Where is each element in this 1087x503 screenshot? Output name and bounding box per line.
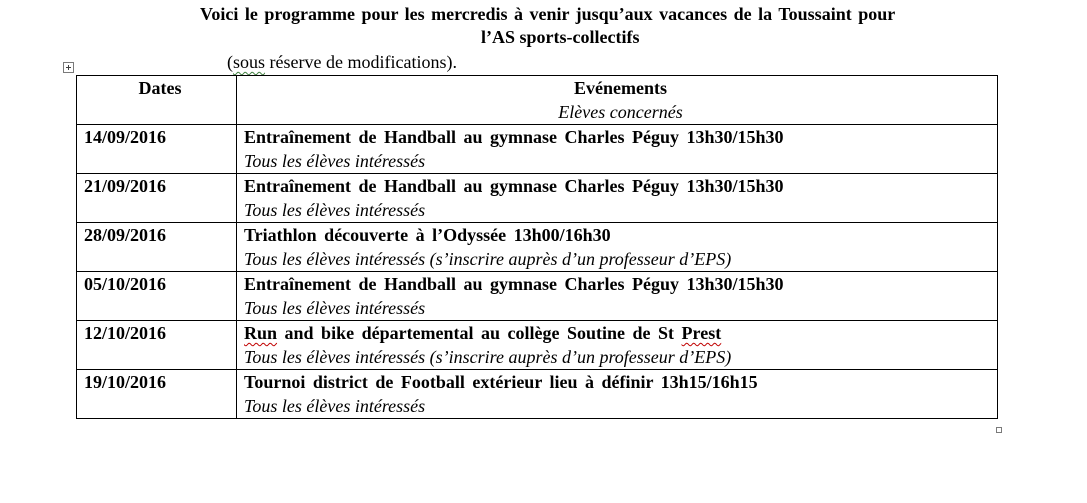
table-row [77,370,998,419]
row-event-audience: Tous les élèves intéressés [244,151,426,171]
note-rest: réserve de modifications). [265,52,457,72]
row-event-title: Triathlon découverte à l’Odyssée 13h00/16h30 [244,225,611,245]
header-events-label: Evénements [574,78,667,98]
heading-line-2-text: l’AS sports-collectifs [481,27,640,47]
row-event-title: Tournoi district de Football extérieur lieu à définir 13h15/16h15 [244,372,758,392]
row-event-audience: Tous les élèves intéressés (s’inscrire auprès d’un professeur d’EPS) [244,347,732,367]
row-date: 14/09/2016 [77,125,237,174]
row-event-title [244,321,997,345]
row-event-cell [237,223,998,272]
table-row [77,174,998,223]
row-event-audience: Tous les élèves intéressés [244,298,426,318]
row-event-title: Entraînement de Handball au gymnase Charles Péguy 13h30/15h30 [244,176,784,196]
row-event-audience: Tous les élèves intéressés [244,396,426,416]
header-dates-label: Dates [138,78,182,98]
header-events [237,76,998,125]
note-open-paren: ( [227,52,233,72]
table-row [77,223,998,272]
row-event-title: Entraînement de Handball au gymnase Charles Péguy 13h30/15h30 [244,274,784,294]
row-event-audience: Tous les élèves intéressés [244,200,426,220]
row-date: 12/10/2016 [77,321,237,370]
table-resize-handle-icon[interactable] [996,427,1002,433]
row-event-cell [237,370,998,419]
table-header-row [77,76,998,125]
event-title-middle: and bike départemental au collège Soutine de St [277,323,682,343]
header-dates [77,76,237,125]
table-row [77,125,998,174]
spellcheck-word-run: Run [244,323,278,343]
row-date: 05/10/2016 [77,272,237,321]
table-move-handle-icon[interactable] [63,62,74,73]
row-event-title: Entraînement de Handball au gymnase Charles Péguy 13h30/15h30 [244,127,784,147]
note-word-spellcheck: sous [233,52,266,72]
row-event-cell [237,321,998,370]
schedule-table [76,75,998,419]
row-event-cell [237,174,998,223]
row-event-audience: Tous les élèves intéressés (s’inscrire auprès d’un professeur d’EPS) [244,249,732,269]
row-event-cell [237,125,998,174]
row-event-cell [237,272,998,321]
modification-note [227,52,457,73]
table-row [77,321,998,370]
header-concerned-label: Elèves concernés [558,102,683,122]
heading-line-1-text: Voici le programme pour les mercredis à venir jusqu’aux vacances de la Toussaint pour [200,4,896,24]
row-date: 19/10/2016 [77,370,237,419]
spellcheck-word-prest: Prest [681,323,722,343]
table-row [77,272,998,321]
row-date: 21/09/2016 [77,174,237,223]
row-date: 28/09/2016 [77,223,237,272]
